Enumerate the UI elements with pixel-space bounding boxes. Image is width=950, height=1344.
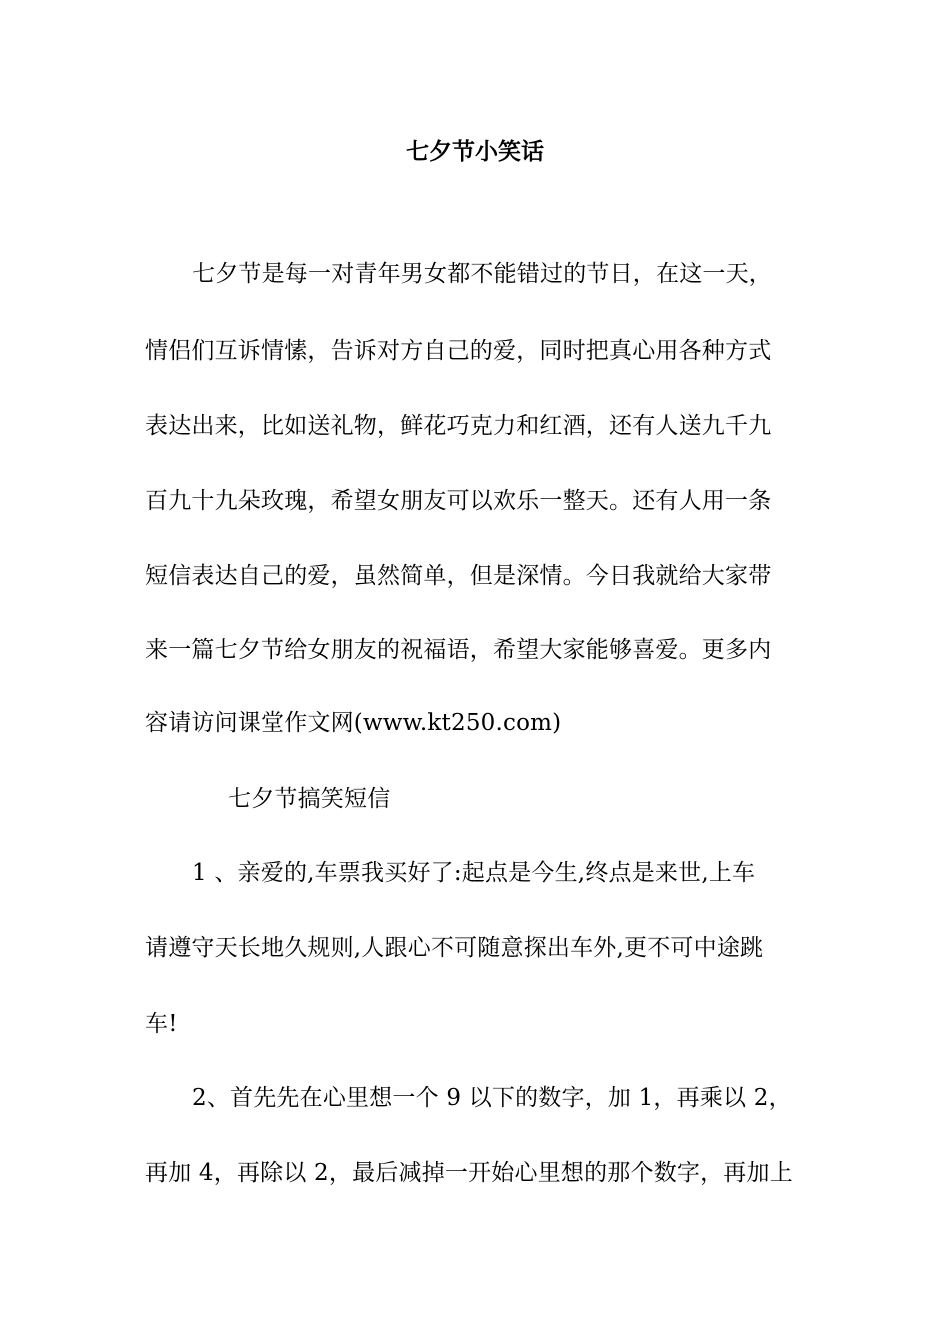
paragraph-line: 容请访问课堂作文网(www.kt250.com) (145, 710, 562, 736)
paragraph-line: 请遵守天长地久规则,人跟心不可随意探出车外,更不可中途跳 (145, 935, 764, 961)
paragraph-line: 车! (145, 1011, 178, 1037)
paragraph-line: 情侣们互诉情愫，告诉对方自己的爱，同时把真心用各种方式 (145, 338, 772, 364)
page-title: 七夕节小笑话 (406, 138, 544, 165)
paragraph-line: 表达出来，比如送礼物，鲜花巧克力和红酒，还有人送九千九 (145, 413, 772, 439)
paragraph-line: 1 、亲爱的,车票我买好了:起点是今生,终点是来世,上车 (192, 860, 756, 886)
paragraph-line: 再加 4，再除以 2，最后减掉一开始心里想的那个数字，再加上 (145, 1160, 793, 1186)
section-heading: 七夕节搞笑短信 (228, 786, 391, 812)
paragraph-line: 2、首先先在心里想一个 9 以下的数字，加 1，再乘以 2， (192, 1085, 792, 1111)
paragraph-line: 来一篇七夕节给女朋友的祝福语，希望大家能够喜爱。更多内 (145, 637, 772, 663)
paragraph-line: 短信表达自己的爱，虽然简单，但是深情。今日我就给大家带 (145, 563, 772, 589)
paragraph-line: 百九十九朵玫瑰，希望女朋友可以欢乐一整天。还有人用一条 (145, 488, 772, 514)
paragraph-line: 七夕节是每一对青年男女都不能错过的节日，在这一天， (192, 261, 772, 287)
